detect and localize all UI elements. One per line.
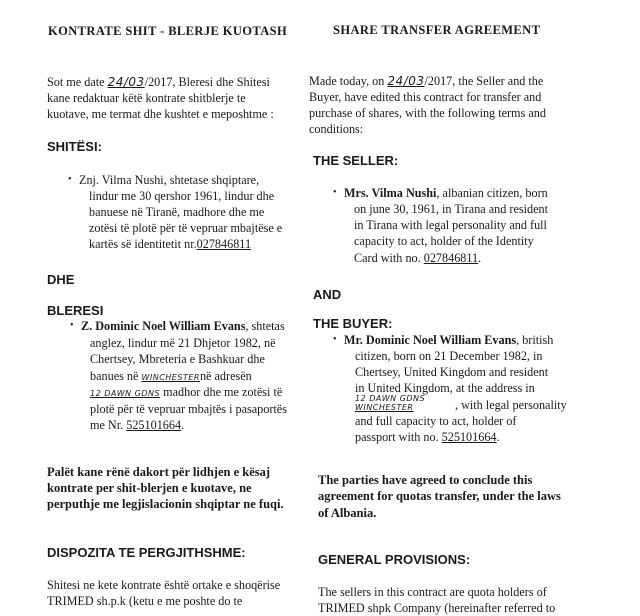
buyer-left-line-6: plotë për të vepruar mbajtës i pasaportës <box>90 402 287 416</box>
intro-right-line-4: conditions: <box>309 122 364 136</box>
handwritten-street: 12 DAWN GDNS <box>355 394 426 403</box>
buyer-right-line-7: passport with no. 525101664. <box>355 430 500 444</box>
seller-heading-albanian: SHITËSI: <box>47 139 102 154</box>
general-heading-english: GENERAL PROVISIONS: <box>318 552 471 567</box>
bullet-icon: • <box>68 174 72 185</box>
buyer-right-line-1: Mr. Dominic Noel William Evans, british <box>344 333 554 347</box>
passport-number: 525101664 <box>441 430 497 444</box>
agreement-left-line-2: kontrate per shit-blerjen e kuotave, ne <box>47 481 252 495</box>
seller-left-line-3: banuese në Tiranë, madhore dhe me <box>89 205 265 219</box>
buyer-right-line-5: , with legal personality <box>455 398 567 412</box>
handwritten-date: 24/03 <box>107 75 145 89</box>
buyer-heading-albanian: BLERESI <box>47 303 104 318</box>
intro-left-line-1: Sot me date 24/03/2017, Bleresi dhe Shitesi <box>47 75 270 89</box>
id-number: 027846811 <box>423 251 479 265</box>
handwritten-street: 12 DAWN GDNS <box>90 389 161 398</box>
buyer-right-line-3: Chertsey, United Kingdom and resident <box>355 365 549 379</box>
seller-right-line-4: capacity to act, holder of the Identity <box>354 234 534 248</box>
id-number: 027846811 <box>196 237 252 251</box>
agreement-right-line-3: of Albania. <box>318 506 377 520</box>
agreement-right-line-2: agreement for quotas transfer, under the laws <box>318 489 561 503</box>
seller-right-line-3: in Tirana with legal personality and full <box>354 218 547 232</box>
buyer-left-line-1: Z. Dominic Noel William Evans, shtetas <box>81 319 285 333</box>
handwritten-city: WINCHESTER <box>355 403 414 412</box>
buyer-heading-english: THE BUYER: <box>313 316 393 331</box>
seller-left-line-1: Znj. Vilma Nushi, shtetase shqiptare, <box>79 173 260 187</box>
buyer-right-line-2: citizen, born on 21 December 1982, in <box>355 349 543 363</box>
general-left-line-2: TRIMED sh.p.k (ketu e me poshte do te <box>47 594 243 608</box>
agreement-right-line-1: The parties have agreed to conclude this <box>318 473 533 487</box>
buyer-left-line-2: anglez, lindur më 21 Dhjetor 1982, në <box>90 336 276 350</box>
intro-left-line-2: kane redaktuar këtë kontrate shitblerje te <box>47 91 246 105</box>
intro-right-line-3: purchase of shares, with the following terms and <box>309 106 546 120</box>
handwritten-address-block <box>355 394 445 412</box>
seller-right-line-5: Card with no. 027846811. <box>354 251 482 265</box>
passport-number: 525101664 <box>126 418 182 432</box>
general-right-line-1: The sellers in this contract are quota holders of <box>318 585 547 599</box>
seller-right-line-2: on june 30, 1961, in Tirana and resident <box>354 202 548 216</box>
handwritten-date: 24/03 <box>387 74 425 88</box>
bullet-icon: • <box>333 334 337 345</box>
general-heading-albanian: DISPOZITA TE PERGJITHSHME: <box>47 545 246 560</box>
title-english: SHARE TRANSFER AGREEMENT <box>333 23 541 37</box>
seller-heading-english: THE SELLER: <box>313 153 399 168</box>
seller-right-line-1: Mrs. Vilma Nushi, albanian citizen, born <box>344 186 548 200</box>
general-left-line-1: Shitesi ne kete kontrate është ortake e shoqërise <box>47 578 281 592</box>
handwritten-city: WINCHESTER <box>141 373 200 382</box>
intro-right-line-2: Buyer, have edited this contract for transfer and <box>309 90 542 104</box>
buyer-left-line-7: me Nr. 525101664. <box>90 418 185 432</box>
bullet-icon: • <box>333 187 337 198</box>
bullet-icon: • <box>70 320 74 331</box>
intro-right-line-1: Made today, on 24/03/2017, the Seller and the <box>309 74 544 88</box>
dhe-label: DHE <box>47 272 75 287</box>
buyer-left-line-4: banues në WINCHESTERnë adresën <box>90 369 252 383</box>
buyer-left-line-5: 12 DAWN GDNS madhor dhe me zotësi të <box>90 385 283 399</box>
agreement-left-line-1: Palët kane rënë dakort për lidhjen e kësaj <box>47 465 271 479</box>
general-right-line-2: TRIMED shpk Company (hereinafter referred to <box>318 601 556 615</box>
buyer-left-line-3: Chertsey, Mbreteria e Bashkuar dhe <box>90 352 265 366</box>
seller-left-line-2: lindur me 30 qershor 1961, lindur dhe <box>89 189 275 203</box>
seller-left-line-5: kartës së identitetit nr.027846811 <box>89 237 252 251</box>
agreement-left-line-3: perputhje me legjislacionin shqiptar ne fuqi. <box>47 497 284 511</box>
intro-left-line-3: kuotave, me termat dhe kushtet e meposhtme : <box>47 107 274 121</box>
buyer-right-line-6: and full capacity to act, holder of <box>355 414 517 428</box>
and-label: AND <box>313 287 342 302</box>
buyer-right-line-4: in United Kingdom, at the address in <box>355 381 535 395</box>
seller-left-line-4: zotësi të plotë për të vepruar mbajtëse e <box>89 221 283 235</box>
title-albanian: KONTRATE SHIT - BLERJE KUOTASH <box>48 24 288 38</box>
